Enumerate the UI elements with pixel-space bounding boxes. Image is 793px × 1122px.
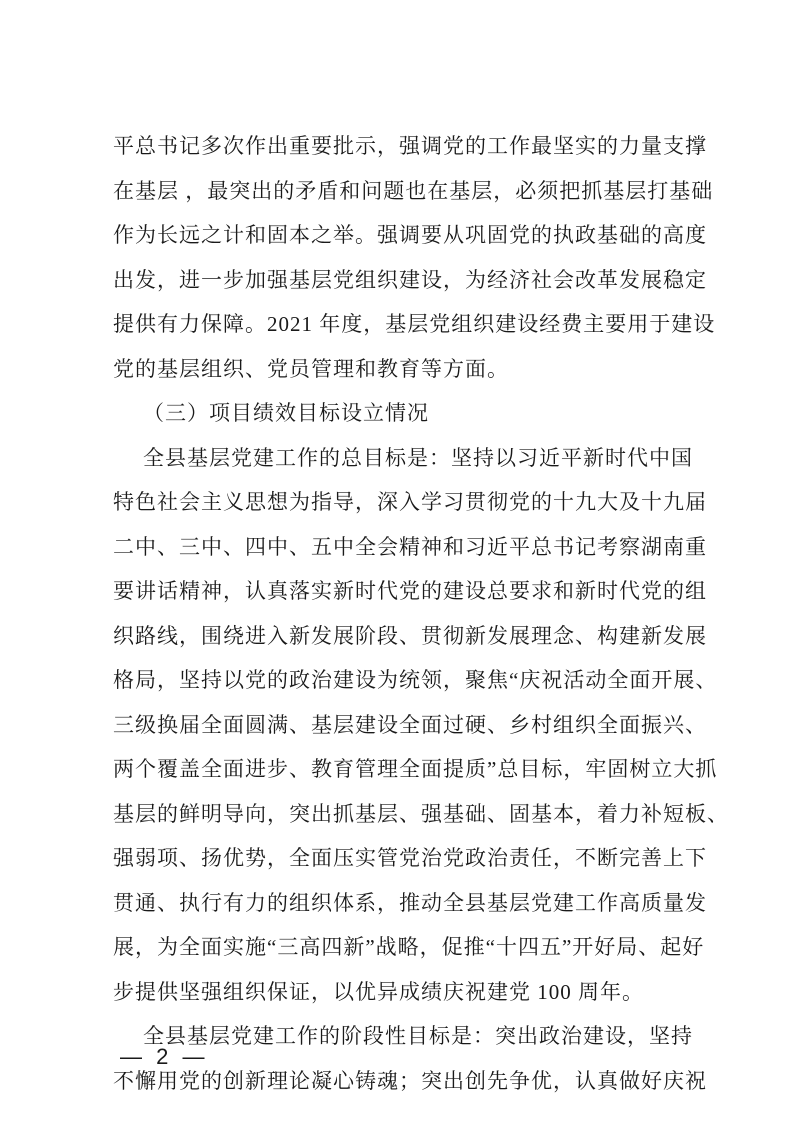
- body-text: [113, 124, 729, 1103]
- text-line: 不懈用党的创新理论凝心铸魂；突出创先争优，认真做好庆祝: [113, 1068, 707, 1093]
- text-line: 两个覆盖全面进步、教育管理全面提质”总目标，牢固树立大抓: [113, 757, 718, 781]
- text-line: 出发，进一步加强基层党组织建设，为经济社会改革发展稳定: [113, 267, 707, 292]
- section-heading: （三）项目绩效目标设立情况: [143, 401, 429, 425]
- text-line: 三级换届全面圆满、基层建设全面过硬、乡村组织全面振兴、: [113, 712, 707, 737]
- text-line: 展，为全面实施“三高四新”战略，促推“十四五”开好局、起好: [113, 935, 705, 959]
- text-line: 格局，坚持以党的政治建设为统领，聚焦“庆祝活动全面开展、: [113, 668, 718, 692]
- text-line: 在基层 ，最突出的矛盾和问题也在基层，必须把抓基层打基础: [113, 178, 714, 203]
- text-line: 强弱项、扬优势，全面压实管党治党政治责任，不断完善上下: [113, 846, 707, 870]
- text-line: 步提供坚强组织保证，以优异成绩庆祝建党 100 周年。: [113, 979, 644, 1004]
- text-line: 平总书记多次作出重要批示，强调党的工作最坚实的力量支撑: [113, 134, 707, 158]
- text-line: 基层的鲜明导向，突出抓基层、强基础、固基本，着力补短板、: [113, 801, 729, 826]
- text-line: 全县基层党建工作的阶段性目标是：突出政治建设，坚持: [143, 1024, 693, 1048]
- page-number: — 2 —: [120, 1044, 209, 1069]
- text-line: 要讲话精神，认真落实新时代党的建设总要求和新时代党的组: [113, 579, 707, 603]
- text-line: 二中、三中、四中、五中全会精神和习近平总书记考察湖南重: [113, 534, 707, 559]
- text-line: 全县基层党建工作的总目标是：坚持以习近平新时代中国: [143, 445, 693, 470]
- text-line: 作为长远之计和固本之举。强调要从巩固党的执政基础的高度: [113, 223, 707, 247]
- text-line: 贯通、执行有力的组织体系，推动全县基层党建工作高质量发: [113, 890, 707, 915]
- text-line: 特色社会主义思想为指导，深入学习贯彻党的十九大及十九届: [113, 490, 707, 514]
- text-line: 提供有力保障。2021 年度，基层党组织建设经费主要用于建设: [113, 312, 716, 336]
- text-line: 党的基层组织、党员管理和教育等方面。: [113, 356, 509, 381]
- text-line: 织路线，围绕进入新发展阶段、贯彻新发展理念、构建新发展: [113, 623, 707, 648]
